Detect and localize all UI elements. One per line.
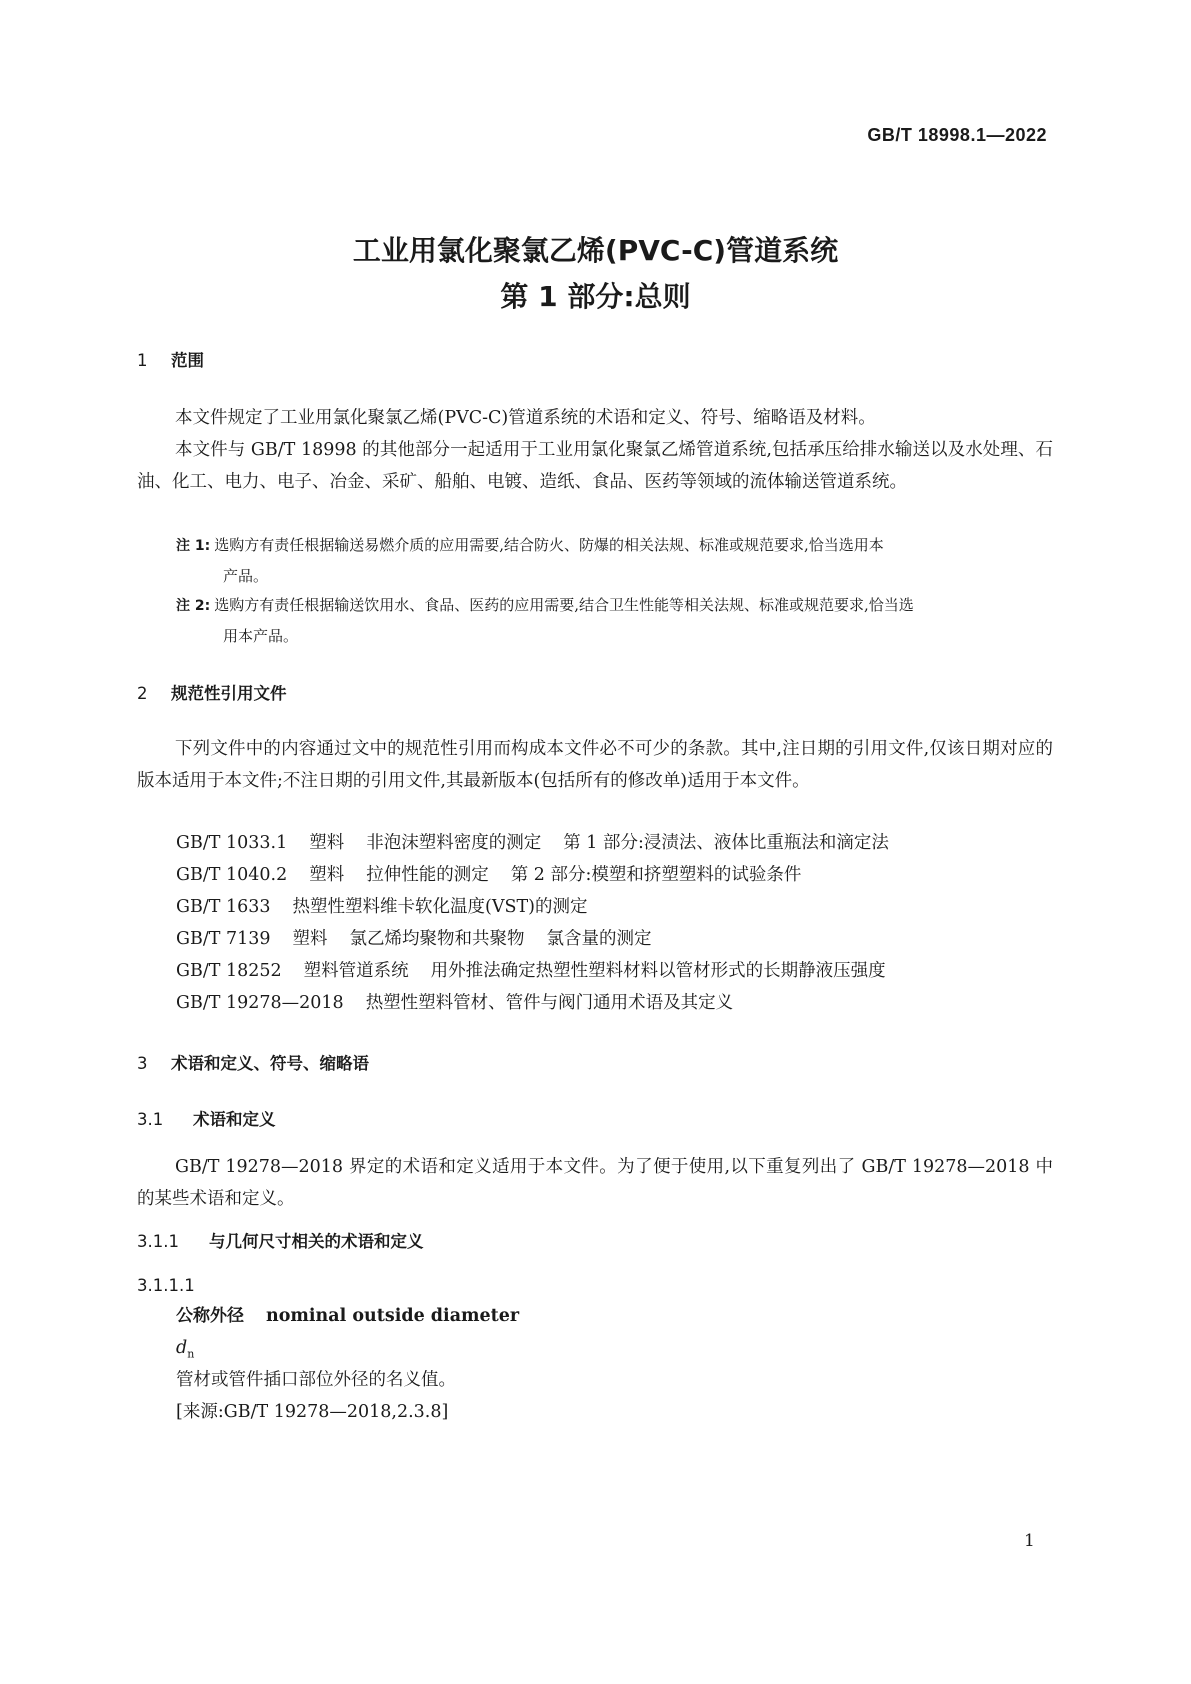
reference-title-part: 非泡沫塑料密度的测定 [366, 833, 542, 853]
reference-code: GB/T 19278—2018 [176, 993, 344, 1013]
section-1-title: 范围 [171, 351, 204, 370]
reference-item [176, 827, 889, 859]
reference-title-part: 热塑性塑料维卡软化温度(VST)的测定 [292, 897, 588, 917]
section-2-heading [137, 680, 287, 704]
section-3-1-heading [137, 1106, 276, 1130]
section-2-number: 2 [137, 684, 148, 703]
reference-item [176, 859, 801, 891]
reference-code: GB/T 1040.2 [176, 865, 288, 885]
section-3-1-title: 术语和定义 [193, 1110, 276, 1129]
reference-item [176, 955, 886, 987]
section-3-heading [137, 1050, 369, 1074]
term-chinese: 公称外径 [176, 1306, 244, 1326]
reference-code: GB/T 7139 [176, 929, 271, 949]
reference-title-part: 热塑性塑料管材、管件与阀门通用术语及其定义 [365, 993, 734, 1013]
page-number: 1 [1024, 1531, 1035, 1551]
section-3-1-number: 3.1 [137, 1110, 164, 1129]
note-2 [176, 590, 1053, 651]
reference-code: GB/T 18252 [176, 961, 282, 981]
symbol-letter: d [176, 1338, 188, 1358]
note-1-continuation: 产品。 [223, 567, 269, 585]
reference-item [176, 987, 733, 1019]
reference-item [176, 923, 652, 955]
term-number-text: 3.1.1.1 [137, 1276, 195, 1295]
reference-title-part: 拉伸性能的测定 [366, 865, 489, 885]
reference-title-part: 用外推法确定热塑性塑料材料以管材形式的长期静液压强度 [430, 961, 886, 981]
section-3-1-1-heading [137, 1228, 424, 1252]
reference-title-part: 第 1 部分:浸渍法、液体比重瓶法和滴定法 [563, 833, 889, 853]
section-3-number: 3 [137, 1054, 148, 1073]
term-definition: 管材或管件插口部位外径的名义值。 [176, 1370, 456, 1390]
note-2-continuation: 用本产品。 [223, 627, 299, 645]
reference-title-part: 氯乙烯均聚物和共聚物 [349, 929, 525, 949]
reference-title-part: 塑料管道系统 [303, 961, 409, 981]
reference-code: GB/T 1633 [176, 897, 271, 917]
title-line-2: 第 1 部分:总则 [500, 280, 691, 313]
note-1-text: 选购方有责任根据输送易燃介质的应用需要,结合防火、防爆的相关法规、标准或规范要求,恰当选用本 [214, 536, 884, 554]
reference-title-part: 塑料 [309, 865, 345, 885]
normative-references-intro: 下列文件中的内容通过文中的规范性引用而构成本文件必不可少的条款。其中,注日期的引用文件,仅该日期对应的版本适用于本文件;不注日期的引用文件,其最新版本(包括所有的修改单)适用于本文件。 [137, 739, 1053, 791]
symbol-subscript: n [187, 1347, 195, 1361]
note-2-text: 选购方有责任根据输送饮用水、食品、医药的应用需要,结合卫生性能等相关法规、标准或规范要求,恰当选 [214, 596, 914, 614]
term-heading [176, 1300, 519, 1332]
term-english: nominal outside diameter [266, 1306, 520, 1326]
section-3-title: 术语和定义、符号、缩略语 [171, 1054, 369, 1073]
scope-paragraph-2: 本文件与 GB/T 18998 的其他部分一起适用于工业用氯化聚氯乙烯管道系统,包括承压给排水输送以及水处理、石油、化工、电力、电子、冶金、采矿、船舶、电镀、造纸、食品、医药等领域的流体输送管道系统。 [137, 440, 1053, 492]
reference-code: GB/T 1033.1 [176, 833, 288, 853]
reference-title-part: 塑料 [292, 929, 328, 949]
section-1-heading [137, 347, 204, 371]
scope-paragraph-1: 本文件规定了工业用氯化聚氯乙烯(PVC-C)管道系统的术语和定义、符号、缩略语及材料。 [175, 408, 876, 428]
reference-title-part: 塑料 [309, 833, 345, 853]
standard-id: GB/T 18998.1—2022 [867, 125, 1047, 145]
reference-title-part: 第 2 部分:模塑和挤塑塑料的试验条件 [510, 865, 802, 885]
note-1-label: 注 1: [176, 538, 211, 554]
note-1 [176, 530, 1053, 591]
reference-item [176, 891, 587, 923]
reference-title-part: 氯含量的测定 [546, 929, 652, 949]
section-3-1-1-number: 3.1.1 [137, 1232, 179, 1251]
section-3-1-1-title: 与几何尺寸相关的术语和定义 [209, 1232, 424, 1251]
section-2-title: 规范性引用文件 [171, 684, 287, 703]
document-title [0, 228, 1191, 320]
term-number [137, 1276, 195, 1295]
section-1-number: 1 [137, 351, 148, 370]
term-source: [来源:GB/T 19278—2018,2.3.8] [176, 1402, 449, 1422]
note-2-label: 注 2: [176, 598, 211, 614]
title-line-1: 工业用氯化聚氯乙烯(PVC-C)管道系统 [352, 234, 839, 267]
terms-intro-paragraph: GB/T 19278—2018 界定的术语和定义适用于本文件。为了便于使用,以下重复列出了 GB/T 19278—2018 中的某些术语和定义。 [137, 1157, 1053, 1209]
